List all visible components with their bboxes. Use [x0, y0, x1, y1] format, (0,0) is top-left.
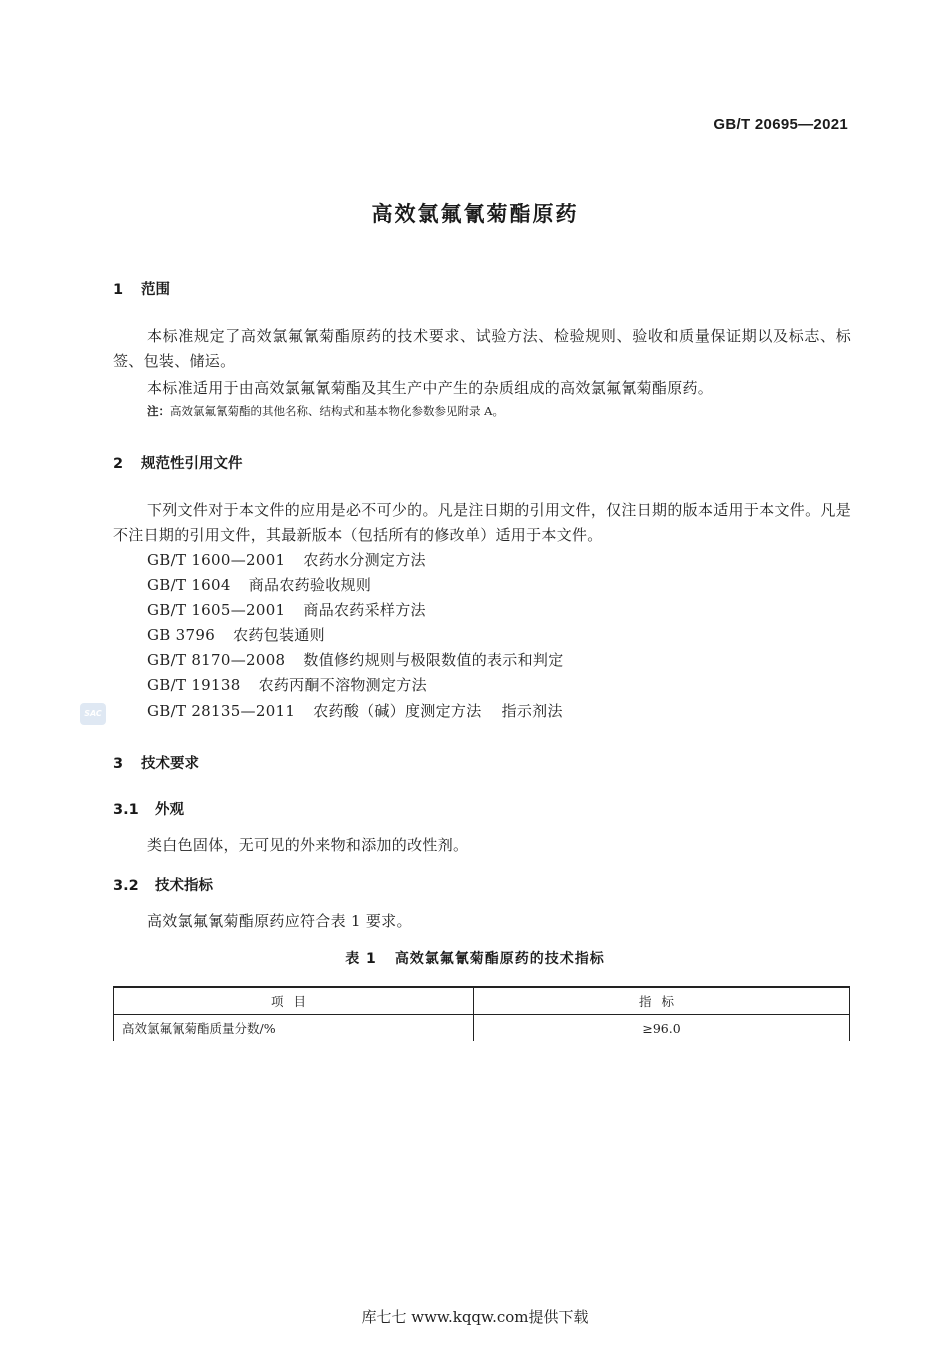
- download-footer: 库七七 www.kqqw.com提供下载: [361, 1308, 589, 1326]
- table-row: [114, 1015, 850, 1042]
- table-cell-value: ≥96.0: [474, 1015, 850, 1042]
- table-1-caption: [0, 948, 950, 968]
- section-1-paragraph-1: 本标准规定了高效氯氟氰菊酯原药的技术要求、试验方法、检验规则、验收和质量保证期以及标志、标签、包装、储运。: [113, 327, 851, 370]
- reference-title: 商品农药采样方法: [303, 601, 426, 619]
- table-header-row: [114, 987, 850, 1015]
- section-number: 3.2: [113, 878, 139, 894]
- section-2-paragraph-1: 下列文件对于本文件的应用是必不可少的。凡是注日期的引用文件，仅注日期的版本适用于本文件。凡是不注日期的引用文件，其最新版本（包括所有的修改单）适用于本文件。: [113, 501, 851, 544]
- reference-code: GB 3796: [147, 626, 216, 644]
- section-title: 外观: [155, 802, 184, 818]
- reference-code: GB/T 1604: [147, 576, 231, 594]
- spec-table: [113, 986, 850, 1041]
- section-3-heading: [113, 752, 199, 773]
- section-1-heading: [113, 278, 170, 299]
- section-number: 1: [113, 282, 124, 298]
- table-caption-text: 高效氯氟氰菊酯原药的技术指标: [394, 951, 605, 967]
- section-number: 3.1: [113, 802, 139, 818]
- reference-item: [147, 624, 325, 645]
- reference-title: 农药丙酮不溶物测定方法: [258, 676, 427, 694]
- section-2-heading: [113, 452, 243, 473]
- note-label: 注：: [147, 404, 170, 418]
- reference-title: 数值修约规则与极限数值的表示和判定: [303, 651, 564, 669]
- section-3-1-paragraph: 类白色固体，无可见的外来物和添加的改性剂。: [147, 836, 469, 854]
- table-number: 表 1: [345, 951, 377, 967]
- column-header-item: 项目: [114, 987, 474, 1015]
- reference-title: 农药水分测定方法: [303, 551, 426, 569]
- section-title: 规范性引用文件: [141, 456, 243, 472]
- table-cell-item: 高效氯氟氰菊酯质量分数/%: [114, 1015, 474, 1042]
- section-title: 技术要求: [141, 756, 199, 772]
- reference-title: 农药包装通则: [233, 626, 325, 644]
- section-title: 技术指标: [155, 878, 213, 894]
- reference-code: GB/T 1600—2001: [147, 551, 286, 569]
- column-header-value: 指标: [474, 987, 850, 1015]
- section-1-paragraph-2: 本标准适用于由高效氯氟氰菊酯及其生产中产生的杂质组成的高效氯氟氰菊酯原药。: [147, 379, 714, 397]
- section-3-1-heading: [113, 798, 184, 819]
- reference-item: [147, 649, 564, 670]
- section-title: 范围: [141, 282, 170, 298]
- reference-code: GB/T 28135—2011: [147, 702, 296, 720]
- section-3-2-heading: [113, 874, 213, 895]
- document-title: 高效氯氟氰菊酯原药: [371, 202, 579, 226]
- reference-item: [147, 549, 426, 570]
- standard-number: GB/T 20695—2021: [713, 116, 848, 133]
- reference-item: [147, 574, 371, 595]
- section-number: 2: [113, 456, 124, 472]
- section-number: 3: [113, 756, 124, 772]
- note-text: 高效氯氟氰菊酯的其他名称、结构式和基本物化参数参见附录 A。: [170, 404, 504, 418]
- reference-subtitle: 指示剂法: [501, 702, 563, 720]
- reference-code: GB/T 8170—2008: [147, 651, 286, 669]
- reference-code: GB/T 19138: [147, 676, 241, 694]
- reference-code: GB/T 1605—2001: [147, 601, 286, 619]
- section-1-note: [147, 403, 504, 419]
- reference-title: 商品农药验收规则: [248, 576, 372, 594]
- reference-item: [147, 700, 563, 721]
- reference-item: [147, 599, 426, 620]
- reference-title: 农药酸（碱）度测定方法: [313, 702, 482, 720]
- reference-item: [147, 674, 427, 695]
- section-3-2-paragraph: 高效氯氟氰菊酯原药应符合表 1 要求。: [147, 912, 412, 930]
- sac-watermark-logo: SAC: [80, 703, 106, 725]
